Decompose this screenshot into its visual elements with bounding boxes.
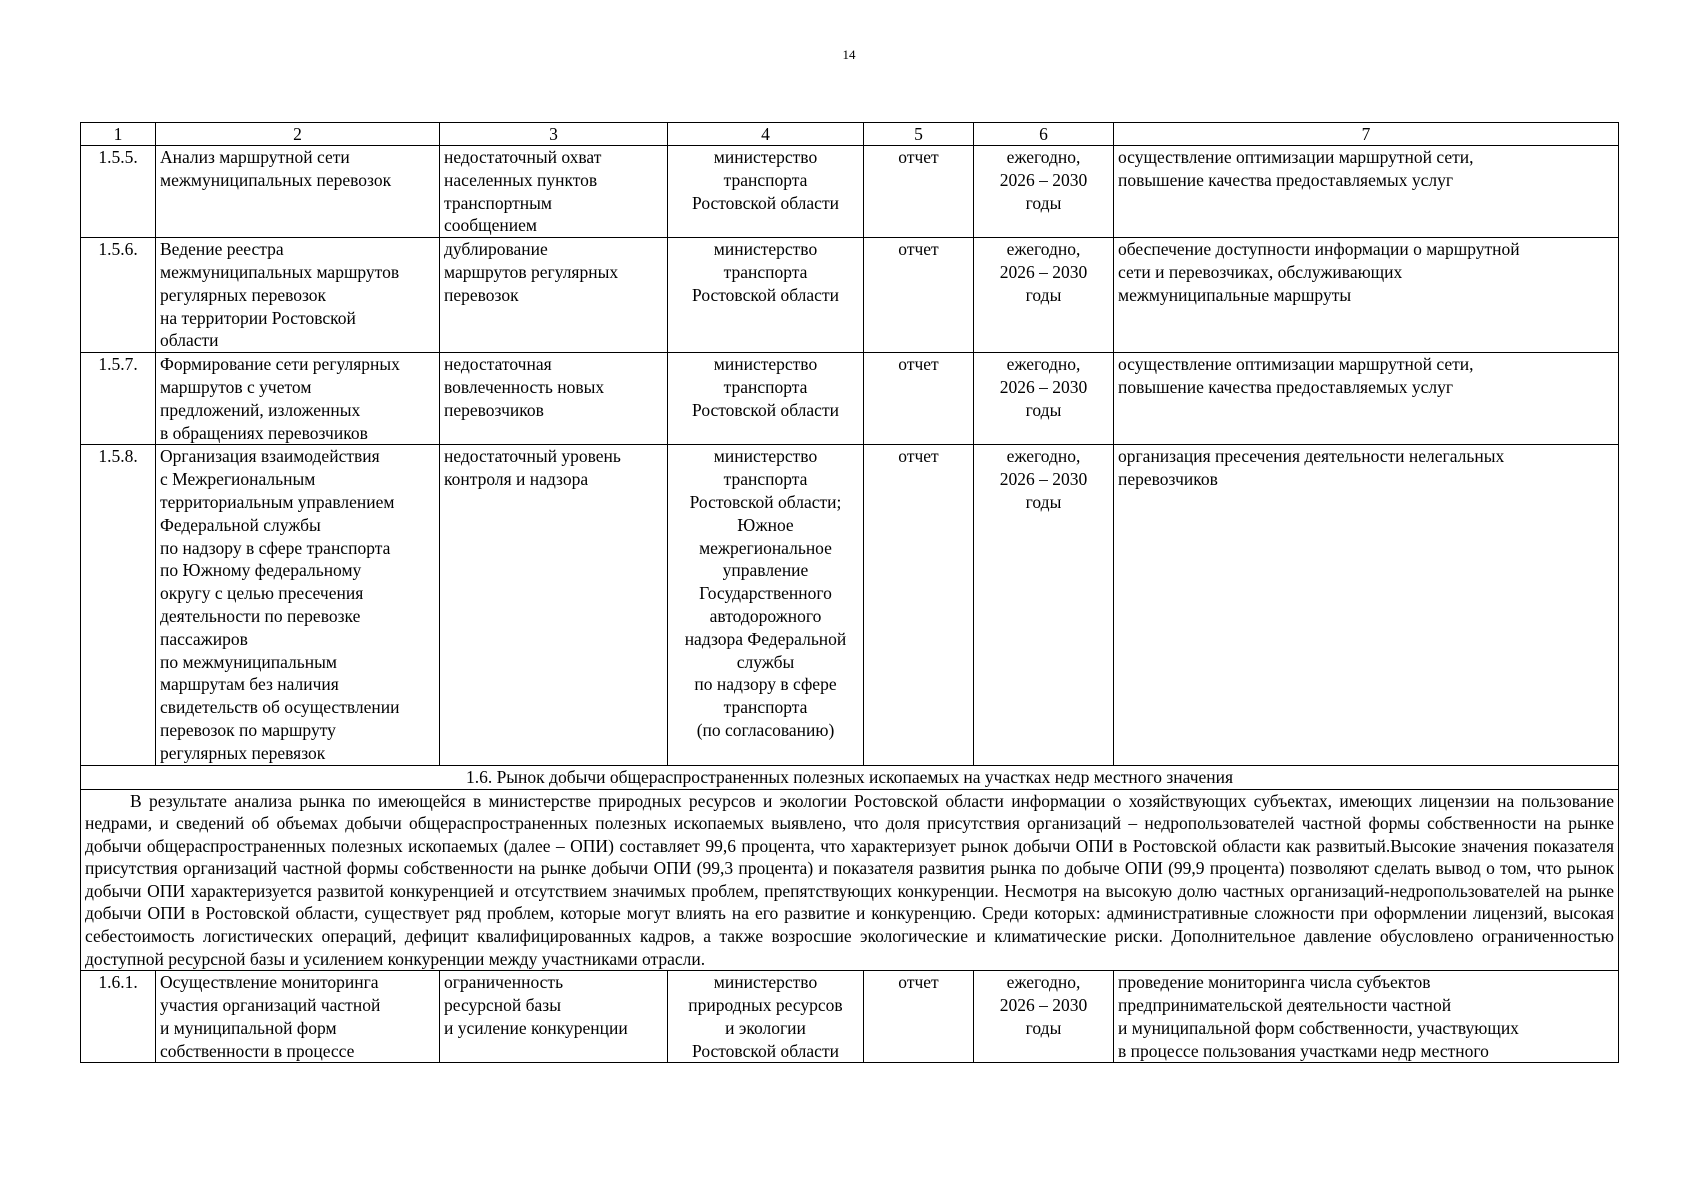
row-number: 1.5.7. [81, 353, 156, 445]
problem-cell: недостаточная вовлеченность новых перевозчиков [440, 353, 668, 445]
result-cell: отчет [864, 445, 974, 765]
term-cell: ежегодно, 2026 – 2030 годы [974, 353, 1114, 445]
section-title-row [81, 765, 1619, 789]
table-row [81, 445, 1619, 765]
problem-cell: недостаточный уровень контроля и надзора [440, 445, 668, 765]
table-row [81, 146, 1619, 238]
measures-table [80, 122, 1619, 1063]
column-number: 2 [156, 123, 440, 146]
result-cell: отчет [864, 146, 974, 238]
action-cell: Анализ маршрутной сети межмуниципальных перевозок [156, 146, 440, 238]
section-title: 1.6. Рынок добычи общераспространенных полезных ископаемых на участках недр местного значения [81, 765, 1619, 789]
effect-cell: осуществление оптимизации маршрутной сети, повышение качества предоставляемых услуг [1114, 353, 1619, 445]
executor-cell: министерство транспорта Ростовской области [668, 353, 864, 445]
executor-cell: министерство транспорта Ростовской области [668, 146, 864, 238]
term-cell: ежегодно, 2026 – 2030 годы [974, 445, 1114, 765]
problem-cell: ограниченность ресурсной базы и усиление конкуренции [440, 971, 668, 1063]
section-text-cell [81, 789, 1619, 971]
table-row [81, 971, 1619, 1063]
problem-cell: недостаточный охват населенных пунктов транспортным сообщением [440, 146, 668, 238]
executor-cell: министерство природных ресурсов и экологии Ростовской области [668, 971, 864, 1063]
action-cell: Организация взаимодействия с Межрегиональным территориальным управлением Федеральной службы по надзору в сфере транспорта по Южному федеральному округу с целью пресечения деятельности по перевозке пассажиров по межмуниципальным маршрутам без наличия свидетельств об осуществлении перевозок по маршруту регулярных перевязок [156, 445, 440, 765]
section-paragraph: В результате анализа рынка по имеющейся в министерстве природных ресурсов и экологии Ростовской области информации о хозяйствующих субъектах, имеющих лицензии на пользование недрами, и сведений об объемах добычи общераспространенных полезных ископаемых выявлено, что доля присутствия организаций – недропользователей частной формы собственности на рынке добычи общераспространенных полезных ископаемых (далее – ОПИ) составляет 99,6 процента, что характеризует рынок добычи ОПИ в Ростовской области как развитый.Высокие значения показателя присутствия организаций частной формы собственности на рынке добычи ОПИ (99,3 процента) и показателя развития рынка по добыче ОПИ (99,9 процента) позволяют сделать вывод о том, что рынок добычи ОПИ характеризуется развитой конкуренцией и отсутствием значимых проблем, препятствующих конкуренции. Несмотря на высокую долю частных организаций-недропользователей на рынке добычи ОПИ в Ростовской области, существует ряд проблем, которые могут влиять на его развитие и конкуренцию. Среди которых: административные сложности при оформлении лицензий, высокая себестоимость логистических операций, дефицит квалифицированных кадров, а также возросшие экологические и климатические риски. Дополнительное давление обусловлено ограниченностью доступной ресурсной базы и усилением конкуренции между участниками отрасли. [85, 790, 1614, 969]
term-cell: ежегодно, 2026 – 2030 годы [974, 971, 1114, 1063]
column-number: 1 [81, 123, 156, 146]
row-number: 1.5.8. [81, 445, 156, 765]
term-cell: ежегодно, 2026 – 2030 годы [974, 146, 1114, 238]
column-number-row [81, 123, 1619, 146]
effect-cell: проведение мониторинга числа субъектов предпринимательской деятельности частной и муниципальной форм собственности, участвующих в процессе пользования участками недр местного [1114, 971, 1619, 1063]
column-number: 5 [864, 123, 974, 146]
row-number: 1.5.6. [81, 238, 156, 353]
action-cell: Ведение реестра межмуниципальных маршрутов регулярных перевозок на территории Ростовской области [156, 238, 440, 353]
effect-cell: обеспечение доступности информации о маршрутной сети и перевозчиках, обслуживающих межмуниципальные маршруты [1114, 238, 1619, 353]
page-number: 14 [842, 47, 856, 62]
section-text-row [81, 789, 1619, 971]
term-cell: ежегодно, 2026 – 2030 годы [974, 238, 1114, 353]
column-number: 7 [1114, 123, 1619, 146]
column-number: 6 [974, 123, 1114, 146]
row-number: 1.6.1. [81, 971, 156, 1063]
result-cell: отчет [864, 238, 974, 353]
result-cell: отчет [864, 971, 974, 1063]
column-number: 3 [440, 123, 668, 146]
row-number: 1.5.5. [81, 146, 156, 238]
column-number: 4 [668, 123, 864, 146]
action-cell: Осуществление мониторинга участия организаций частной и муниципальной форм собственности в процессе [156, 971, 440, 1063]
table-row [81, 238, 1619, 353]
effect-cell: осуществление оптимизации маршрутной сети, повышение качества предоставляемых услуг [1114, 146, 1619, 238]
executor-cell: министерство транспорта Ростовской области; Южное межрегиональное управление Государственного автодорожного надзора Федеральной службы по надзору в сфере транспорта (по согласованию) [668, 445, 864, 765]
problem-cell: дублирование маршрутов регулярных перевозок [440, 238, 668, 353]
effect-cell: организация пресечения деятельности нелегальных перевозчиков [1114, 445, 1619, 765]
executor-cell: министерство транспорта Ростовской области [668, 238, 864, 353]
table-row [81, 353, 1619, 445]
action-cell: Формирование сети регулярных маршрутов с учетом предложений, изложенных в обращениях перевозчиков [156, 353, 440, 445]
result-cell: отчет [864, 353, 974, 445]
